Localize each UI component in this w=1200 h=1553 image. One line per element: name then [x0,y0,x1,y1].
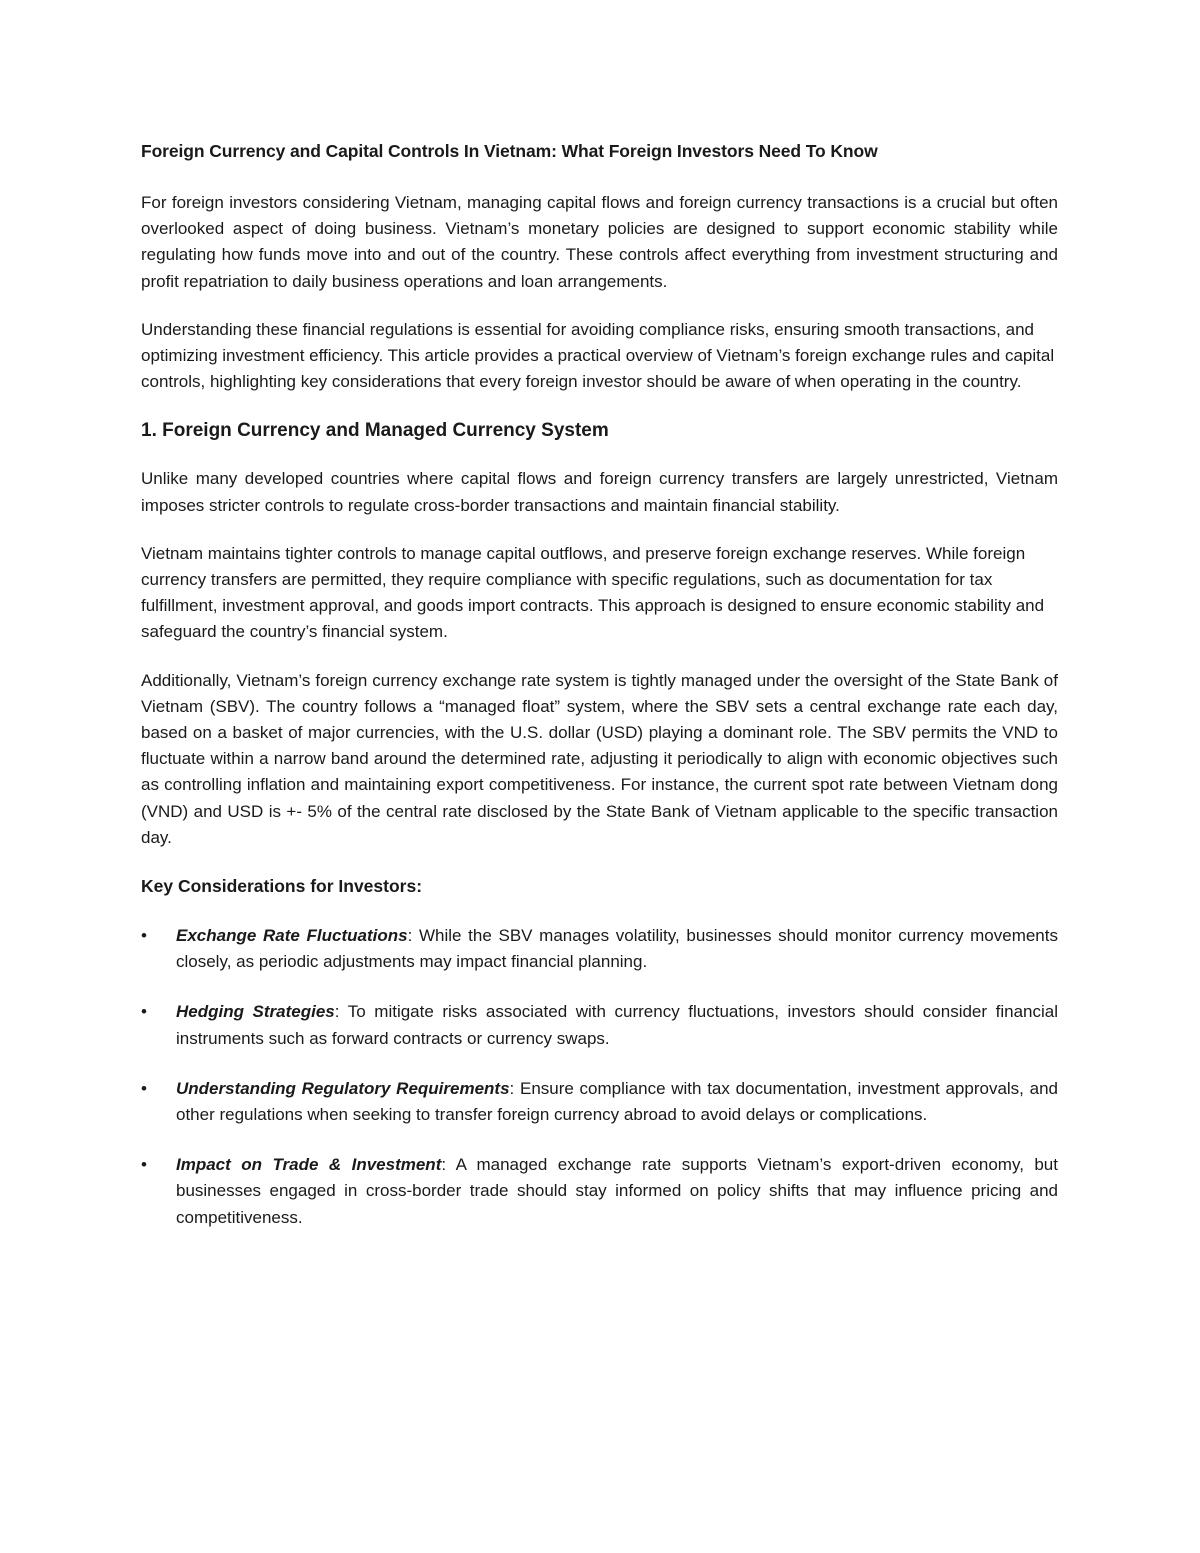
key-considerations-list [141,923,1058,1231]
list-item-separator: : [334,1002,340,1022]
section-paragraph: Vietnam maintains tighter controls to manage capital outflows, and preserve foreign exchange reserves. While foreign currency transfers are permitted, they require compliance with specific regulations, such as documentation for tax fulfillment, investment approval, and goods import contracts. This approach is designed to ensure economic stability and safeguard the country’s financial system. [141,543,1045,642]
bullet-icon: • [141,1078,147,1098]
list-item-separator: : [509,1078,515,1098]
bullet-icon: • [141,1002,147,1022]
list-item-text: A managed exchange rate supports Vietnam’s export-driven economy, but businesses engaged in cross-border trade should stay informed on policy shifts that may influence pricing and competitiveness. [176,1155,1058,1227]
intro-paragraph: For foreign investors considering Vietnam, managing capital flows and foreign currency transactions is a crucial but often overlooked aspect of doing business. Vietnam’s monetary policies are designed to support economic stability while regulating how funds move into and out of the country. These controls affect everything from investment structuring and profit repatriation to daily business operations and loan arrangements. [141,193,1058,291]
section-heading: 1. Foreign Currency and Managed Currency System [141,420,609,442]
list-item-term: Understanding Regulatory Requirements [176,1078,510,1098]
key-considerations-heading: Key Considerations for Investors: [141,876,423,897]
list-item [141,923,1058,975]
bullet-icon: • [141,1155,147,1175]
list-item-text: While the SBV manages volatility, businesses should monitor currency movements closely, as periodic adjustments may impact financial planning. [176,926,1058,972]
list-item-text: Ensure compliance with tax documentation, investment approvals, and other regulations when seeking to transfer foreign currency abroad to avoid delays or complications. [176,1078,1058,1125]
list-item-separator: : [407,926,413,946]
list-item-term: Hedging Strategies [176,1002,335,1022]
bullet-icon: • [141,926,147,946]
section-paragraph: Additionally, Vietnam’s foreign currency exchange rate system is tightly managed under the oversight of the State Bank of Vietnam (SBV). The country follows a “managed float” system, where the SBV sets a central exchange rate each day, based on a basket of major currencies, with the U.S. dollar (USD) playing a dominant role. The SBV permits the VND to fluctuate within a narrow band around the determined rate, adjusting it periodically to align with economic objectives such as controlling inflation and maintaining export competitiveness. For instance, the current spot rate between Vietnam dong (VND) and USD is +- 5% of the central rate disclosed by the State Bank of Vietnam applicable to the specific transaction day. [141,670,1058,847]
list-item-text: To mitigate risks associated with currency fluctuations, investors should consider financial instruments such as forward contracts or currency swaps. [176,1002,1058,1048]
intro-paragraph: Understanding these financial regulations is essential for avoiding compliance risks, ensuring smooth transactions, and optimizing investment efficiency. This article provides a practical overview of Vietnam’s foreign exchange rules and capital controls, highlighting key considerations that every foreign investor should be aware of when operating in the country. [141,319,1055,392]
list-item-separator: : [441,1155,447,1175]
list-item-term: Impact on Trade & Investment [176,1155,442,1175]
list-item [141,1076,1058,1128]
document-title: Foreign Currency and Capital Controls In Vietnam: What Foreign Investors Need To Know [141,141,878,161]
list-item [141,1152,1058,1231]
document-page [141,138,1058,1255]
list-item [141,999,1058,1051]
list-item-term: Exchange Rate Fluctuations [176,926,408,946]
section-paragraph: Unlike many developed countries where capital flows and foreign currency transfers are largely unrestricted, Vietnam imposes stricter controls to regulate cross-border transactions and maintain financial stability. [141,469,1058,515]
